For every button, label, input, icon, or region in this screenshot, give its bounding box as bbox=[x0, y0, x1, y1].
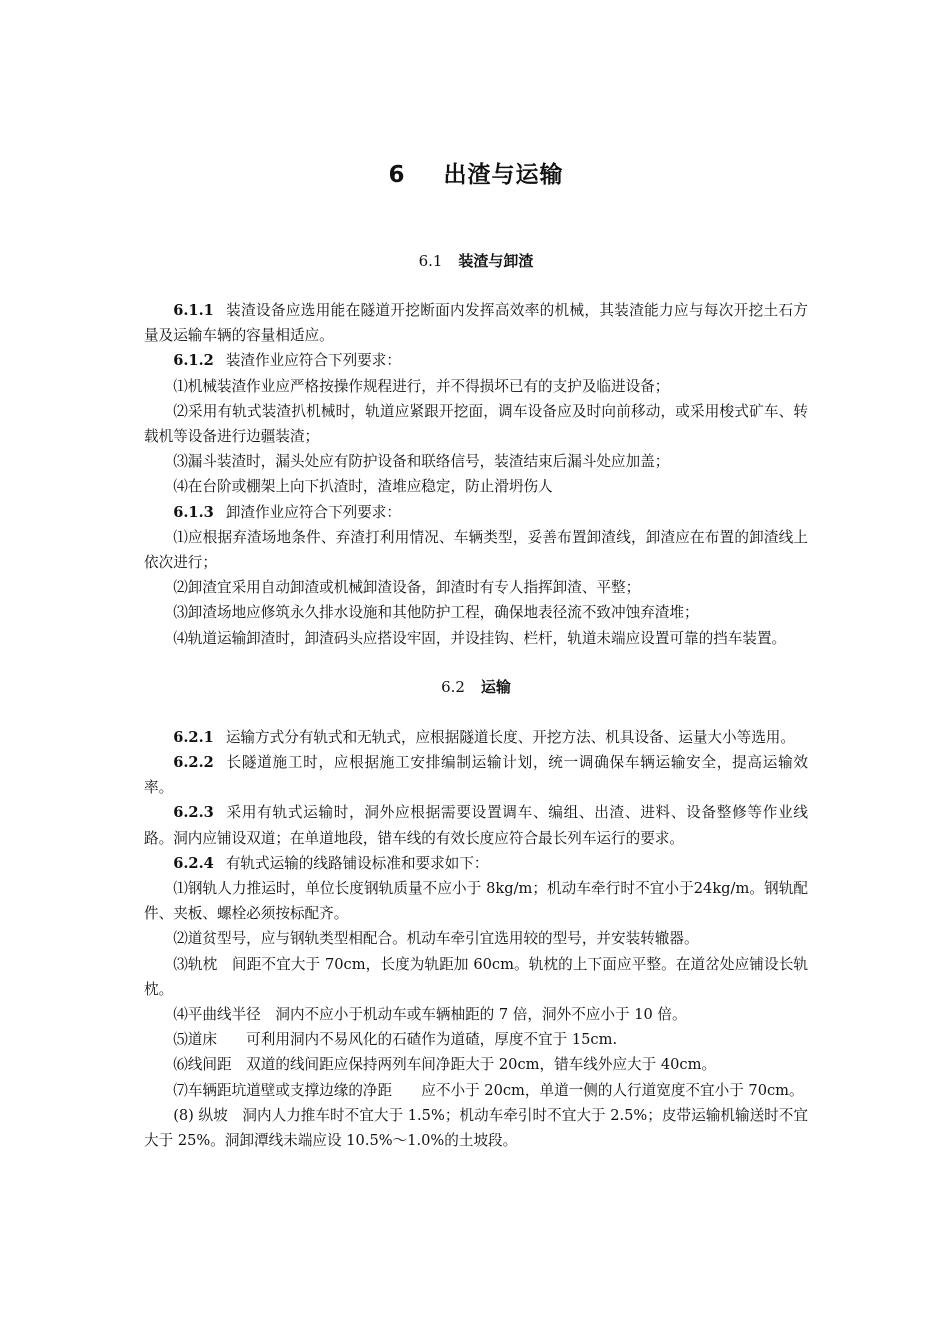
list-item bbox=[144, 1052, 808, 1077]
list-item bbox=[144, 1002, 808, 1027]
paragraph-text: ⑷平曲线半径 洞内不应小于机动车或车辆柚距的 7 倍，洞外不应小于 10 倍。 bbox=[173, 1006, 687, 1024]
section-title-text: 装渣与卸渣 bbox=[458, 252, 534, 270]
list-item bbox=[144, 449, 808, 474]
section-number: 6.1 bbox=[418, 252, 443, 270]
section-6-1-body bbox=[144, 298, 808, 651]
section-title-6-1 bbox=[144, 250, 808, 272]
chapter-number: 6 bbox=[388, 162, 406, 188]
chapter-title bbox=[144, 158, 808, 192]
list-item bbox=[144, 876, 808, 926]
paragraph-text: ⑸道床 可利用洞内不易风化的石碴作为道碴，厚度不宜于 15cm. bbox=[173, 1031, 618, 1049]
list-item bbox=[144, 1078, 808, 1103]
paragraph bbox=[144, 725, 808, 750]
paragraph bbox=[144, 800, 808, 850]
list-item bbox=[144, 474, 808, 499]
clause-number: 6.2.2 bbox=[173, 754, 214, 772]
list-item bbox=[144, 1103, 808, 1153]
clause-number: 6.2.4 bbox=[173, 854, 214, 872]
paragraph-text: ⑺车辆距坑道壁或支撑边缘的净距 应不小于 20cm，单道一侧的人行道宽度不宜小于 70cm。 bbox=[173, 1081, 804, 1099]
paragraph-text: 卸渣作业应符合下列要求： bbox=[225, 503, 401, 521]
clause-number: 6.1.1 bbox=[173, 302, 214, 319]
paragraph-text: 装渣作业应符合下列要求： bbox=[225, 352, 401, 370]
paragraph-text: 有轨式运输的线路铺设标准和要求如下： bbox=[225, 854, 489, 872]
list-item bbox=[144, 952, 808, 1002]
paragraph bbox=[144, 851, 808, 876]
list-item bbox=[144, 600, 808, 625]
paragraph-text: 运输方式分有轨式和无轨式，应根据隧道长度、开挖方法、机具设备、运量大小等选用。 bbox=[225, 728, 795, 746]
clause-number: 6.2.1 bbox=[173, 728, 214, 746]
paragraph bbox=[144, 298, 808, 348]
paragraph-text: ⑴钢轨人力推运时，单位长度钢轨质量不应小于 8kg/m；机动车牵行时不宜小于24kg/m。钢轨配件、夹板、螺栓必须按标配齐。 bbox=[144, 880, 808, 923]
section-title-6-2 bbox=[144, 676, 808, 698]
paragraph-text: ⑶轨枕 间距不宜大于 70cm，长度为轨距加 60cm。轨枕的上下面应平整。在道岔处应铺设长轨枕。 bbox=[144, 955, 808, 998]
paragraph-text: ⑵卸渣宜采用自动卸渣或机械卸渣设备，卸渣时有专人指挥卸渣、平整； bbox=[173, 579, 641, 597]
list-item bbox=[144, 525, 808, 575]
paragraph-text: 长隧道施工时，应根据施工安排编制运输计划，统一调确保车辆运输安全，提高运输效率。 bbox=[144, 754, 808, 797]
list-item bbox=[144, 374, 808, 399]
paragraph bbox=[144, 500, 808, 525]
paragraph-text: ⑶卸渣场地应修筑永久排水设施和其他防护工程，确保地表径流不致冲蚀弃渣堆； bbox=[173, 604, 699, 622]
chapter-title-text: 出渣与运输 bbox=[443, 162, 564, 188]
clause-number: 6.1.3 bbox=[173, 503, 214, 521]
page-content bbox=[144, 158, 808, 1153]
list-item bbox=[144, 575, 808, 600]
section-6-2-body bbox=[144, 725, 808, 1153]
paragraph-text: ⑶漏斗装渣时，漏头处应有防护设备和联络信号，装渣结束后漏斗处应加盖； bbox=[173, 453, 670, 471]
paragraph-text: 装渣设备应选用能在隧道开挖断面内发挥高效率的机械，其装渣能力应与每次开挖土石方量及运输车辆的容量相适应。 bbox=[144, 302, 808, 345]
paragraph-text: ⑴机械装渣作业应严格按操作规程进行，并不得损坏已有的支护及临进设备； bbox=[173, 377, 670, 395]
list-item bbox=[144, 399, 808, 449]
paragraph-text: ⑹线间距 双道的线间距应保持两列车间净距大于 20cm，错车线外应大于 40cm。 bbox=[173, 1056, 717, 1074]
list-item bbox=[144, 1027, 808, 1052]
list-item bbox=[144, 626, 808, 651]
section-title-text: 运输 bbox=[480, 677, 511, 696]
paragraph-text: ⑷轨道运输卸渣时，卸渣码头应搭设牢固，并设挂钩、栏杆，轨道未端应设置可靠的挡车装置。 bbox=[173, 629, 787, 647]
paragraph bbox=[144, 348, 808, 373]
list-item bbox=[144, 926, 808, 951]
paragraph-text: ⑵道贫型号，应与钢轨类型相配合。机动车牵引宜选用较的型号，并安装转辙器。 bbox=[173, 930, 699, 948]
clause-number: 6.1.2 bbox=[173, 352, 214, 370]
paragraph-text: ⑵采用有轨式装渣扒机械时，轨道应紧跟开挖面，调车设备应及时向前移动，或采用梭式矿车、转载机等设备进行边疆装渣； bbox=[144, 402, 808, 446]
paragraph-text: (8) 纵坡 洞内人力推车时不宜大于 1.5%；机动车牵引时不宜大于 2.5%；皮带运输机输送时不宜大于 25%。洞卸潭线未端应设 10.5%～1.0%的土坡段。 bbox=[144, 1106, 808, 1150]
clause-number: 6.2.3 bbox=[173, 804, 214, 822]
paragraph-text: ⑴应根据弃渣场地条件、弃渣打利用情况、车辆类型，妥善布置卸渣线，卸渣应在布置的卸渣线上依次进行； bbox=[144, 528, 808, 572]
paragraph bbox=[144, 750, 808, 800]
paragraph-text: ⑷在台阶或棚架上向下扒渣时，渣堆应稳定，防止滑坍伤人 bbox=[173, 478, 553, 496]
section-number: 6.2 bbox=[441, 677, 465, 696]
paragraph-text: 采用有轨式运输时，洞外应根据需要设置调车、编组、出渣、进料、设备整修等作业线路。洞内应铺设双道；在单道地段，错车线的有效长度应符合最长列车运行的要求。 bbox=[144, 804, 808, 847]
